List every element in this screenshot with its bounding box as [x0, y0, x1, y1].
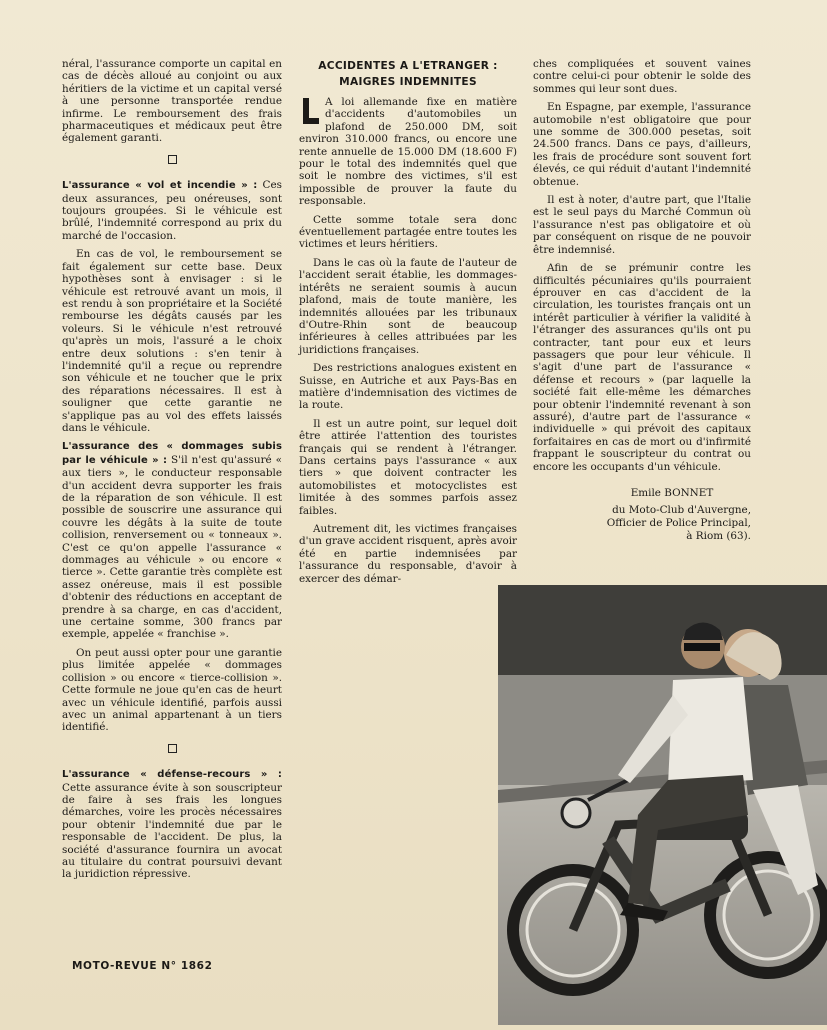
paragraph: On peut aussi opter pour une garantie plus limitée appelée « dommages collision » ou encore « tierce-collision ». Cette formule ne joue qu'en cas de heurt avec un véhicule identifié, parfois aussi avec un animal appartenant à un tiers identifié. — [62, 646, 282, 734]
section-lead: L'assurance « défense-recours » : — [62, 769, 282, 781]
paragraph: En cas de vol, le remboursement se fait également sur cette base. Deux hypothèses sont à envisager : si le véhicule est retrouvé avant un mois, il est rendu à son propriétaire et la Société rembourse les dégâts causés par les voleurs. Si le véhicule n'est retrouvé qu'après un mois, l'assuré a le choix entre deux solutions : s'en tenir à l'indemnité qu'il a reçue ou reprendre son véhicule et ne toucher que le prix des réparations nécessaires. Il est à souligner que cette garantie ne s'applique pas au vol des effets laissés dans le véhicule. — [62, 248, 282, 434]
paragraph: Il est à noter, d'autre part, que l'Italie est le seul pays du Marché Commun où l'assurance n'est pas obligatoire et où par conséquent on risque de ne pouvoir être indemnisé. — [533, 194, 751, 256]
paragraph: Autrement dit, les victimes françaises d'un grave accident risquent, après avoir été en partie indemnisées par l'assurance du responsable, d'avoir à exercer des démar- — [299, 523, 517, 585]
page-footer: MOTO-REVUE N° 1862 — [72, 960, 213, 972]
article-headline: ACCIDENTES A L'ETRANGER : MAIGRES INDEMNITES — [318, 60, 498, 88]
paragraph: ches compliquées et souvent vaines contre celui-ci pour obtenir le solde des sommes qui leur sont dues. — [533, 58, 751, 95]
signature-block — [533, 487, 751, 543]
paragraph: Dans le cas où la faute de l'auteur de l'accident serait établie, les dommages-intérêts ne seraient soumis à aucun plafond, mais de toute manière, les indemnités allouées par les tribunaux d'Outre-Rhin sont de beaucoup inférieures à celles attribuées par les juridictions françaises. — [299, 256, 517, 356]
square-ornament-icon — [168, 744, 177, 753]
section-lead: L'assurance « vol et incendie » : — [62, 180, 258, 192]
author-affiliation: du Moto-Club d'Auvergne, Officier de Police Principal, à Riom (63). — [606, 504, 751, 542]
column-right — [533, 58, 751, 543]
section-separator — [62, 155, 282, 167]
paragraph: Il est un autre point, sur lequel doit être attirée l'attention des touristes français qui se rendent à l'étranger. Dans certains pays l'assurance « aux tiers » que doivent contracter les automobilistes et motocyclistes est limitée à des sommes parfois assez faibles. — [299, 417, 517, 517]
author-name: Emile BONNET — [630, 487, 714, 499]
section-lead: L'assurance des « dommages subis par le véhicule » : — [62, 441, 282, 466]
paragraph-dommages: L'assurance des « dommages subis par le véhicule » : S'il n'est qu'assuré « aux tiers », le conducteur responsable d'un accident devra supporter les frais de la réparation de son véhicule. Il est possible de souscrire une assurance qui couvre les dégâts à la suite de toute collision, renversement ou « tonneaux ». C'est ce qu'on appelle l'assurance « dommages au véhicule » ou encore « tierce ». Cette garantie très complète est assez onéreuse, mais il est possible d'obtenir des réductions en acceptant de prendre à sa charge, en cas d'accident, une certaine somme, 300 francs par exemple, appelée « franchise ». — [62, 441, 283, 641]
paragraph-lead: A loi allemande fixe en matière d'accidents d'automobiles un plafond de 250.000 DM, soit environ 310.000 francs, ou encore une rente annuelle de 15.000 DM (18.600 F) pour le total des indemnités quel que soit le nombre des victimes, s'il est impossible de prouver la faute du responsable. — [299, 96, 517, 208]
paragraph: Cette somme totale sera donc éventuellement partagée entre toutes les victimes et leurs héritiers. — [299, 213, 517, 251]
paragraph: Afin de se prémunir contre les difficultés pécuniaires qu'ils pourraient éprouver en cas d'accident de la circulation, les touristes français ont un intérêt particulier à vérifier la validité à l'étranger des assurances qu'ils ont pu contracter, tant pour eux et leurs passagers que pour leur véhicule. Il s'agit d'une part de l'assurance « défense et recours » (par laquelle la société fait elle-même les démarches pour obtenir l'indemnité revenant à son assuré), d'autre part de l'assurance « individuelle » qui prévoit des capitaux forfaitaires en cas de mort ou d'infirmité frappant le souscripteur du contrat ou encore les occupants d'un véhicule. — [533, 262, 751, 473]
couple-on-motorcycle-icon — [498, 585, 827, 1025]
paragraph-defense: L'assurance « défense-recours » : Cette assurance évite à son souscripteur de faire à ses frais les longues démarches, voire les procès nécessaires pour obtenir l'indemnité due par le responsable de l'accident. De plus, la société d'assurance fournira un avocat au titulaire du contrat poursuivi devant la juridiction répressive. — [62, 769, 282, 881]
paragraph: Des restrictions analogues existent en Suisse, en Autriche et aux Pays-Bas en matière d'indemnisation des victimes de la route. — [299, 362, 517, 412]
square-ornament-icon — [168, 155, 177, 164]
paragraph: En Espagne, par exemple, l'assurance automobile n'est obligatoire que pour une somme de 300.000 pesetas, soit 24.500 francs. Dans ce pays, d'ailleurs, les frais de procédure sont souvent fort élevés, ce qui réduit d'autant l'indemnité obtenue. — [533, 101, 751, 188]
paragraph-vol: L'assurance « vol et incendie » : Ces deux assurances, peu onéreuses, sont toujours groupées. Si le véhicule est brûlé, l'indemnité correspond au prix du marché de l'occasion. — [62, 179, 282, 242]
section-separator — [62, 744, 282, 756]
motorcycle-photo — [498, 585, 827, 1025]
paragraph: néral, l'assurance comporte un capital en cas de décès alloué au conjoint ou aux héritiers de la victime et un capital versé à une personne transportée rendue infirme. Le remboursement des frais pharmaceutiques et médicaux peut être également garanti. — [62, 58, 282, 145]
drop-cap-l-icon — [299, 98, 319, 124]
column-middle — [299, 58, 517, 591]
column-left — [62, 58, 282, 887]
